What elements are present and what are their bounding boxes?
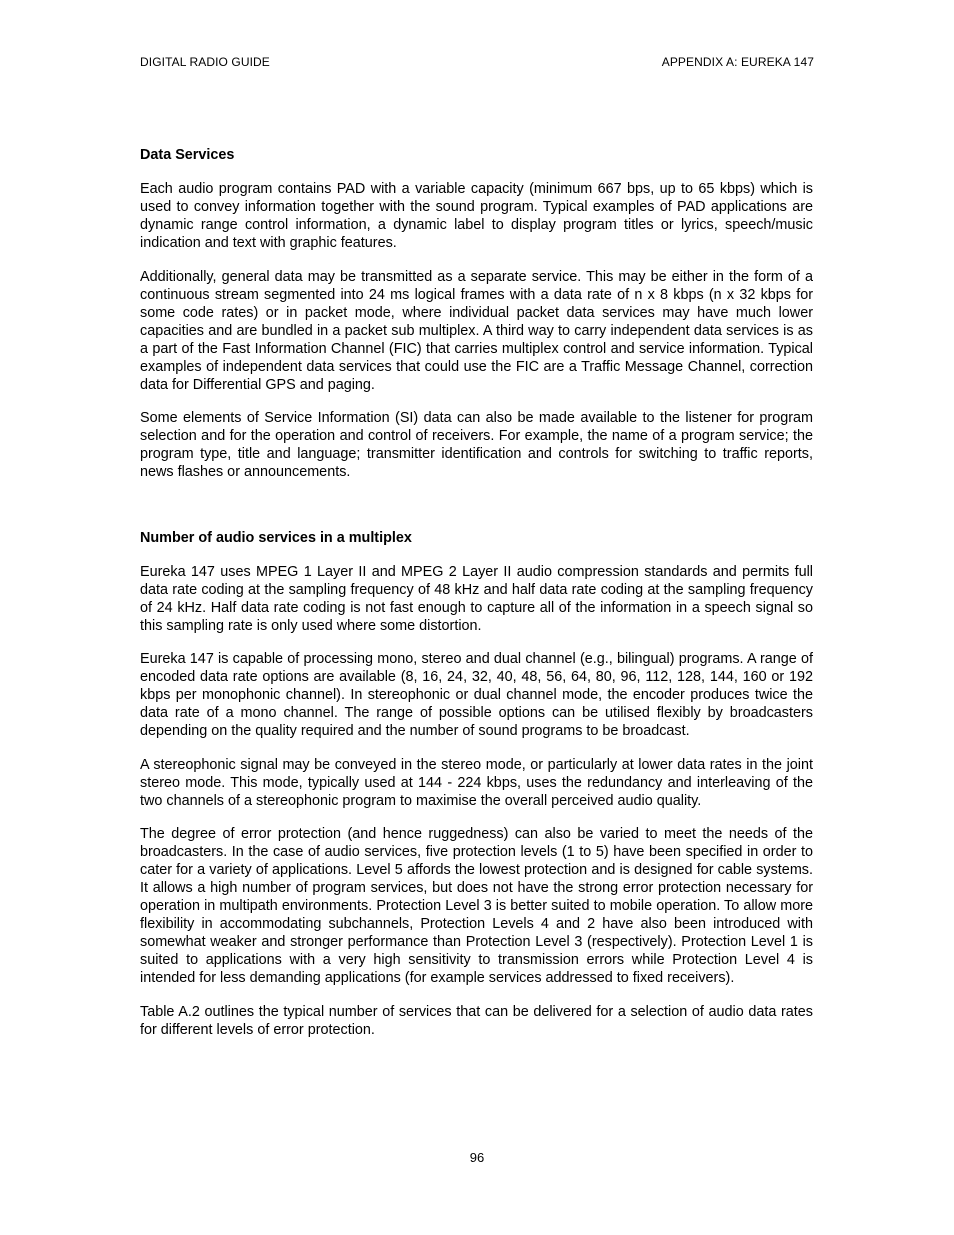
section-heading: Number of audio services in a multiplex [140, 529, 412, 546]
paragraph: Some elements of Service Information (SI) data can also be made available to the listener for program selection and for the operation and control of receivers. For example, the name of a program service; the program type, title and language; transmitter identification and controls for switching to traffic reports, news flashes or announcements. [140, 410, 813, 480]
header-left: DIGITAL RADIO GUIDE [140, 55, 270, 69]
section-data-services [140, 146, 813, 481]
header-right: APPENDIX A: EUREKA 147 [661, 55, 814, 69]
paragraph: Eureka 147 uses MPEG 1 Layer II and MPEG 2 Layer II audio compression standards and permits full data rate coding at the sampling frequency of 48 kHz and half data rate coding at the sampling frequency of 24 kHz. Half data rate coding is not fast enough to capture all of the information in a speech signal so this sampling rate is only used where some distortion. [140, 563, 813, 634]
running-header [140, 55, 814, 69]
section-audio-services [140, 529, 813, 1039]
paragraph: The degree of error protection (and hence ruggedness) can also be varied to meet the needs of the broadcasters. In the case of audio services, five protection levels (1 to 5) have been specified in order to cater for a variety of applications. Level 5 affords the lowest protection and is designed for cable systems. It allows a high number of program services, but does not have the strong error protection necessary for operation in multipath environments. Protection Level 3 is better suited to mobile operation. To allow more flexibility in accommodating subchannels, Protection Levels 4 and 2 have also been introduced with somewhat weaker and stronger performance than Protection Level 3 (respectively). Protection Level 1 is suited to applications with a very high sensitivity to transmission errors while Protection Level 4 is intended for less demanding applications (for example services addressed to fixed receivers). [140, 826, 813, 986]
page-number: 96 [469, 1150, 485, 1165]
paragraph: Eureka 147 is capable of processing mono, stereo and dual channel (e.g., bilingual) programs. A range of encoded data rate options are available (8, 16, 24, 32, 40, 48, 56, 64, 80, 96, 112, 128, 144, 160 or 192 kbps per monophonic channel). In stereophonic or dual channel mode, the encoder produces twice the data rate of a mono channel. The range of possible options can be utilised flexibly by broadcasters depending on the quality required and the number of sound programs to be broadcast. [140, 651, 813, 739]
page-content [140, 146, 813, 1054]
paragraph: Table A.2 outlines the typical number of services that can be delivered for a selection of audio data rates for different levels of error protection. [140, 1003, 813, 1038]
paragraph: A stereophonic signal may be conveyed in the stereo mode, or particularly at lower data rates in the joint stereo mode. This mode, typically used at 144 - 224 kbps, uses the redundancy and interleaving of the two channels of a stereophonic program to maximise the overall perceived audio quality. [140, 756, 813, 809]
section-spacer [140, 497, 813, 529]
paragraph: Each audio program contains PAD with a variable capacity (minimum 667 bps, up to 65 kbps) which is used to convey information together with the sound program. Typical examples of PAD applications are dynamic range control information, a dynamic label to display program titles or lyrics, speech/music indication and text with graphic features. [140, 181, 813, 251]
paragraph: Additionally, general data may be transmitted as a separate service. This may be either in the form of a continuous stream segmented into 24 ms logical frames with a data rate of n x 8 kbps (n x 32 kbps for some code rates) or in packet mode, where individual packet data services may have much lower capacities and are bundled in a packet sub multiplex. A third way to carry independent data services is as a part of the Fast Information Channel (FIC) that carries multiplex control and service information. Typical examples of independent data services that could use the FIC are a Traffic Message Channel, correction data for Differential GPS and paging. [140, 268, 813, 393]
section-heading: Data Services [140, 147, 235, 163]
